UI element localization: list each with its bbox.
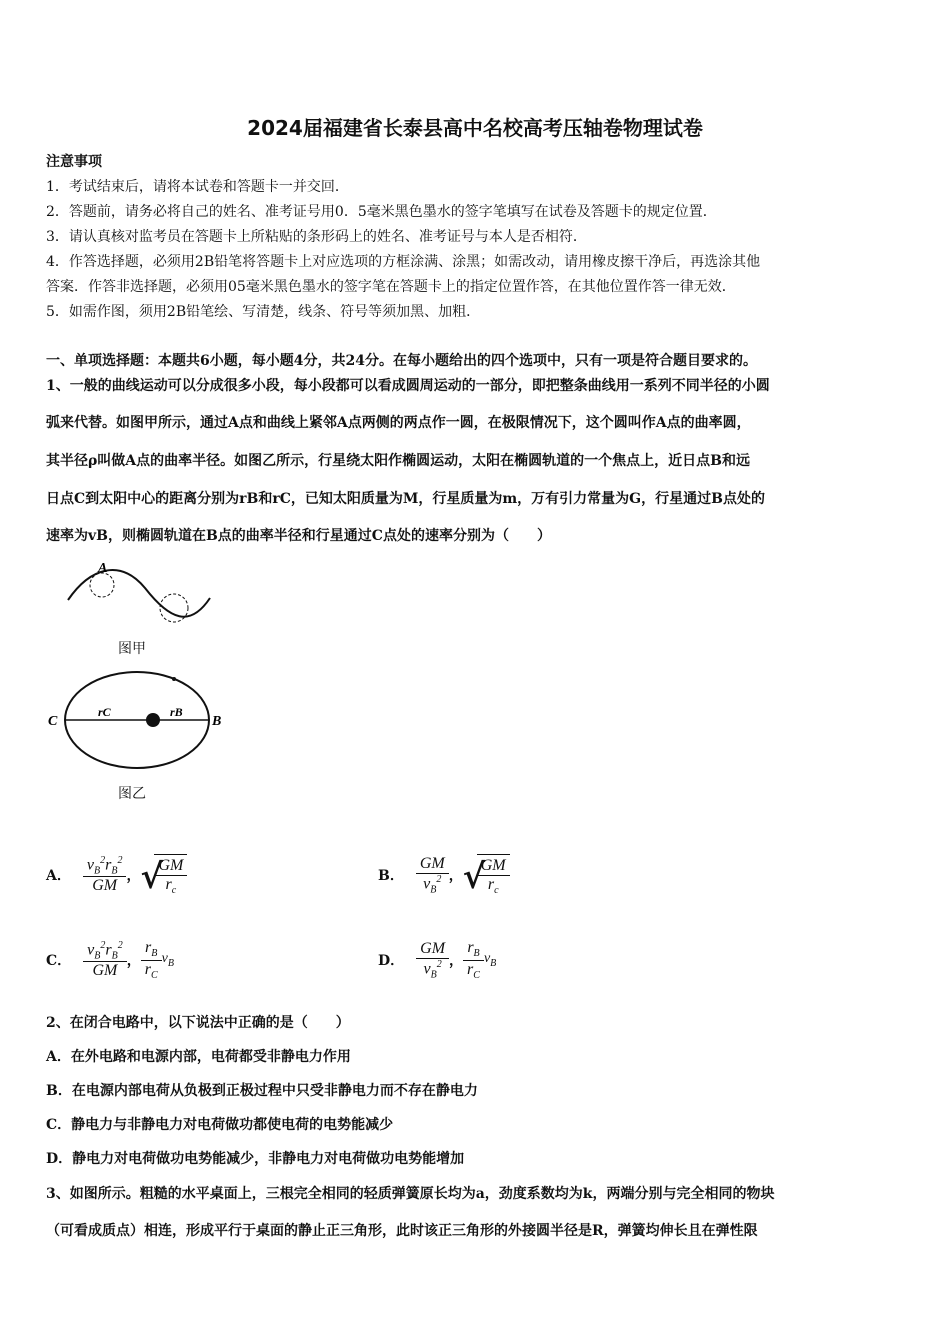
- notice-item: 答案．作答非选择题，必须用05毫米黑色墨水的签字笔在答题卡上的指定位置作答，在其他位置作答一律无效．: [46, 279, 736, 295]
- question-1-line: 速率为vB，则椭圆轨道在B点的曲率半径和行星通过C点处的速率分别为（ ）: [46, 528, 551, 544]
- option-d[interactable]: D． $\frac{GM}{v_B^2}$ ， $\frac{r_B}{r_C}$ $v_B$: [378, 939, 497, 981]
- option-c-label: C．: [46, 953, 72, 969]
- option-2c[interactable]: C．静电力与非静电力对电荷做功都使电荷的电势能减少: [46, 1117, 394, 1133]
- figure-caption: 图甲: [118, 641, 146, 657]
- question-1-line: 其半径ρ叫做A点的曲率半径。如图乙所示，行星绕太阳作椭圆运动，太阳在椭圆轨道的一个焦点上，近日点B和远: [46, 453, 751, 469]
- rc-label: rC: [98, 705, 111, 719]
- question-1-line: 1、一般的曲线运动可以分成很多小段，每小段都可以看成圆周运动的一部分，即把整条曲线用一系列不同半径的小圆: [46, 378, 770, 394]
- notice-item: 3．请认真核对监考员在答题卡上所粘贴的条形码上的姓名、准考证号与本人是否相符．: [46, 229, 587, 245]
- option-2a[interactable]: A．在外电路和电源内部，电荷都受非静电力作用: [46, 1049, 351, 1065]
- section-header: 一、单项选择题：本题共6小题，每小题4分，共24分。在每小题给出的四个选项中，只有一项是符合题目要求的。: [46, 353, 757, 369]
- sun-dot: [146, 713, 160, 727]
- option-c[interactable]: C． $\frac{v_B^2r_B^2}{GM}$ ， $\frac{r_B}{r_C}$ $v_B$: [46, 939, 174, 981]
- point-c-label: C: [48, 714, 58, 729]
- curvature-circle-a: [90, 573, 114, 597]
- page-title: 2024届福建省长泰县高中名校高考压轴卷物理试卷: [247, 116, 703, 140]
- point-b-label: B: [212, 714, 222, 729]
- figure-caption: 图乙: [118, 786, 146, 802]
- question-3-line: 3、如图所示。粗糙的水平桌面上，三根完全相同的轻质弹簧原长均为a，劲度系数均为k，两端分别与完全相同的物块: [46, 1186, 775, 1202]
- option-b[interactable]: B． $\frac{GM}{v_B^2}$ ， √ $\frac{GM}{r_c}$: [378, 845, 510, 905]
- option-a-label: A．: [46, 868, 71, 884]
- option-a[interactable]: A． $\frac{v_B^2r_B^2}{GM}$ ， √ $\frac{GM}{r_c}$: [46, 845, 187, 905]
- question-2-stem: 2、在闭合电路中，以下说法中正确的是（ ）: [46, 1015, 350, 1031]
- point-a-label: A: [98, 561, 108, 576]
- rb-label: rB: [170, 705, 183, 719]
- question-1-line: 弧来代替。如图甲所示，通过A点和曲线上紧邻A点两侧的两点作一圆，在极限情况下，这个圆叫作A点的曲率圆，: [46, 415, 751, 431]
- notice-heading: 注意事项: [46, 154, 102, 170]
- notice-item: 5．如需作图，须用2B铅笔绘、写清楚，线条、符号等须加黑、加粗．: [46, 304, 481, 320]
- question-3-line: （可看成质点）相连，形成平行于桌面的静止正三角形，此时该正三角形的外接圆半径是R，弹簧均伸长且在弹性限: [46, 1223, 758, 1239]
- option-d-label: D．: [378, 953, 405, 969]
- option-2b[interactable]: B．在电源内部电荷从负极到正极过程中只受非静电力而不存在静电力: [46, 1083, 478, 1099]
- planet-dot: [172, 677, 176, 681]
- notice-item: 1．考试结束后，请将本试卷和答题卡一并交回．: [46, 179, 349, 195]
- question-1-line: 日点C到太阳中心的距离分别为rB和rC，已知太阳质量为M，行星质量为m，万有引力常量为G，行星通过B点处的: [46, 491, 765, 507]
- notice-item: 2．答题前，请务必将自己的姓名、准考证号用0．5毫米黑色墨水的签字笔填写在试卷及答题卡的规定位置．: [46, 204, 717, 220]
- figure-ellipse-orbit: [40, 668, 230, 773]
- notice-item: 4．作答选择题，必须用2B铅笔将答题卡上对应选项的方框涂满、涂黑；如需改动，请用橡皮擦干净后，再选涂其他: [46, 254, 761, 270]
- curve-line: [68, 570, 210, 617]
- option-2d[interactable]: D．静电力对电荷做功电势能减少，非静电力对电荷做功电势能增加: [46, 1151, 465, 1167]
- option-b-label: B．: [378, 868, 404, 884]
